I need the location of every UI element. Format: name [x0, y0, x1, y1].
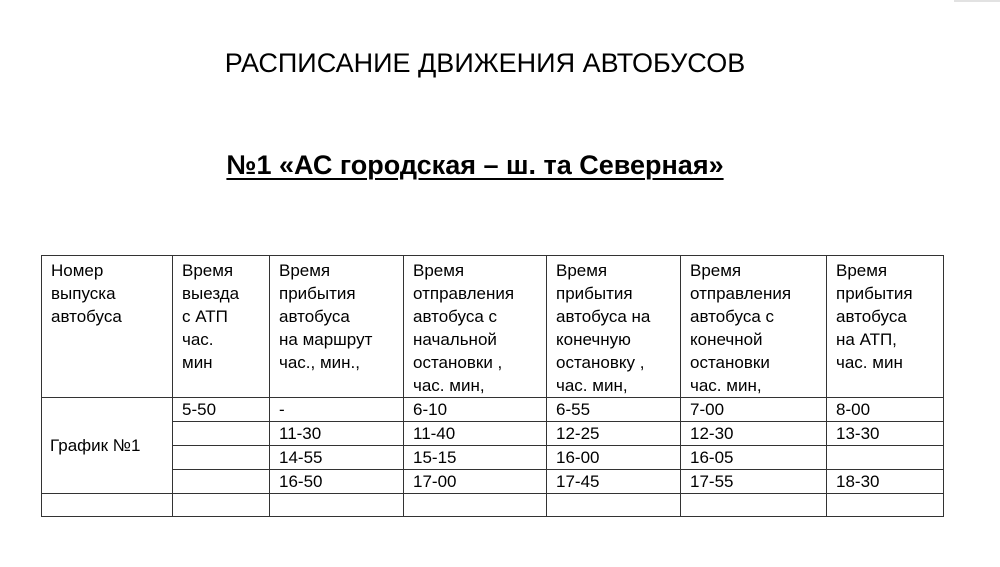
column-header-line: конечную — [556, 330, 631, 349]
column-header-line: с АТП — [182, 307, 228, 326]
column-header-2 — [173, 256, 270, 398]
table-row — [42, 470, 944, 494]
column-header-4 — [404, 256, 547, 398]
column-header-line: мин — [182, 353, 213, 372]
table-cell: 12-25 — [547, 422, 681, 446]
column-header-5 — [547, 256, 681, 398]
column-header-line: на маршрут — [279, 330, 373, 349]
column-header-line: Время — [413, 261, 465, 280]
column-header-line: начальной — [413, 330, 497, 349]
table-cell — [173, 470, 270, 494]
column-header-line: Время — [182, 261, 234, 280]
table-cell: 11-30 — [270, 422, 404, 446]
table-cell: 7-00 — [681, 398, 827, 422]
column-header-line: час. мин, — [413, 376, 485, 395]
table-cell — [42, 494, 173, 517]
table-cell: 14-55 — [270, 446, 404, 470]
table-cell — [547, 494, 681, 517]
table-cell: 5-50 — [173, 398, 270, 422]
column-header-line: прибытия — [836, 284, 913, 303]
column-header-line: час., мин., — [279, 353, 360, 372]
table-cell: 13-30 — [827, 422, 944, 446]
column-header-line: автобуса с — [690, 307, 775, 326]
column-header-line: выпуска — [51, 284, 116, 303]
table-cell: 16-00 — [547, 446, 681, 470]
table-cell — [681, 494, 827, 517]
table-cell — [173, 446, 270, 470]
table-cell: 6-10 — [404, 398, 547, 422]
column-header-line: час. — [182, 330, 214, 349]
column-header-1 — [42, 256, 173, 398]
header-row — [42, 256, 944, 398]
column-header-line: автобуса — [836, 307, 907, 326]
table-row — [42, 398, 944, 422]
column-header-line: Время — [556, 261, 608, 280]
table-cell: 17-00 — [404, 470, 547, 494]
table-row — [42, 494, 944, 517]
column-header-line: автобуса на — [556, 307, 651, 326]
column-header-line: Номер — [51, 261, 104, 280]
column-header-line: автобуса — [51, 307, 122, 326]
column-header-line: остановки , — [413, 353, 503, 372]
table-cell: 12-30 — [681, 422, 827, 446]
table-cell: - — [270, 398, 404, 422]
column-header-line: час. мин, — [556, 376, 628, 395]
column-header-line: прибытия — [556, 284, 633, 303]
column-header-line: автобуса — [279, 307, 350, 326]
table-cell: 11-40 — [404, 422, 547, 446]
table-cell: 17-55 — [681, 470, 827, 494]
table-cell: 15-15 — [404, 446, 547, 470]
table-cell — [173, 494, 270, 517]
column-header-line: отправления — [690, 284, 792, 303]
route-subtitle-text: №1 «АС городская – ш. та Северная» — [226, 150, 724, 180]
table-cell — [173, 422, 270, 446]
column-header-line: отправления — [413, 284, 515, 303]
table-cell: 17-45 — [547, 470, 681, 494]
table-row — [42, 446, 944, 470]
schedule-group-label: График №1 — [42, 398, 173, 494]
route-subtitle — [0, 150, 950, 181]
column-header-line: Время — [279, 261, 331, 280]
column-header-line: остановку , — [556, 353, 645, 372]
table-cell: 16-50 — [270, 470, 404, 494]
column-header-7 — [827, 256, 944, 398]
column-header-line: Время — [836, 261, 888, 280]
schedule-table — [41, 255, 944, 517]
table-cell — [827, 494, 944, 517]
column-header-line: на АТП, — [836, 330, 897, 349]
column-header-6 — [681, 256, 827, 398]
table-cell: 18-30 — [827, 470, 944, 494]
table-cell — [404, 494, 547, 517]
table-cell: 8-00 — [827, 398, 944, 422]
table-row — [42, 422, 944, 446]
column-header-line: час. мин, — [690, 376, 762, 395]
table-cell — [827, 446, 944, 470]
document-title: РАСПИСАНИЕ ДВИЖЕНИЯ АВТОБУСОВ — [224, 48, 746, 78]
column-header-line: выезда — [182, 284, 240, 303]
column-header-line: прибытия — [279, 284, 356, 303]
column-header-3 — [270, 256, 404, 398]
column-header-line: остановки — [690, 353, 770, 372]
column-header-line: час. мин — [836, 353, 903, 372]
table-cell: 6-55 — [547, 398, 681, 422]
column-header-line: автобуса с — [413, 307, 498, 326]
column-header-line: Время — [690, 261, 742, 280]
table-body — [42, 398, 944, 517]
column-header-line: конечной — [690, 330, 763, 349]
table-cell: 16-05 — [681, 446, 827, 470]
page-corner-mark — [954, 0, 1000, 2]
table-cell — [270, 494, 404, 517]
